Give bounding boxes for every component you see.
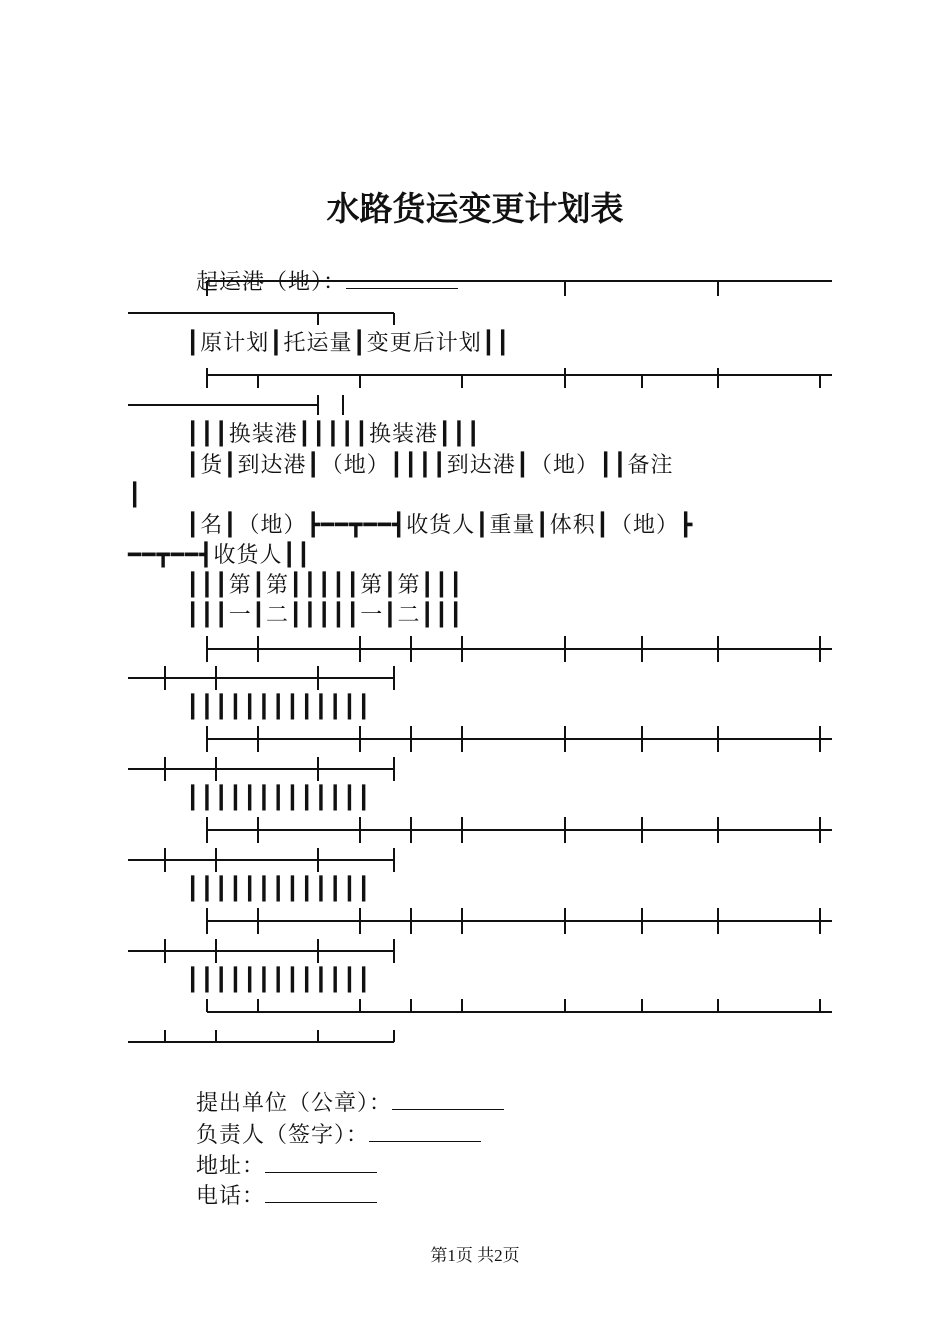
row-separator-3-wrap	[128, 848, 394, 872]
table-top-border-wrap	[128, 313, 394, 325]
table-subheader-row-2: ┃货┃到达港┃（地）┃┃┃┃到达港┃（地）┃┃备注	[186, 453, 674, 478]
submitting-unit-label: 提出单位（公章）：	[196, 1091, 393, 1116]
phone-label: 电话：	[196, 1184, 266, 1209]
table-bottom-border	[207, 999, 832, 1012]
address-label: 地址：	[196, 1154, 266, 1179]
table-subheader-row-3-wrap: ━━┳━━┫收货人┃┃	[128, 543, 311, 568]
table-subheader-row-1: ┃┃┃换装港┃┃┃┃┃换装港┃┃┃	[186, 422, 481, 447]
table-subheader-row-2-wrap: ┃	[128, 483, 143, 508]
table-top-border	[207, 281, 832, 296]
table-data-row-3: ┃┃┃┃┃┃┃┃┃┃┃┃┃	[186, 877, 372, 902]
table-subheader-row-3: ┃名┃（地）┣━━┳━━┫收货人┃重量┃体积┃（地）┣	[186, 513, 694, 538]
table-bottom-border-wrap	[128, 1030, 394, 1042]
table-header-row: ┃原计划┃托运量┃变更后计划┃┃	[186, 331, 511, 356]
table-data-row-4: ┃┃┃┃┃┃┃┃┃┃┃┃┃	[186, 968, 372, 993]
table-subheader-row-4: ┃┃┃第┃第┃┃┃┃┃第┃第┃┃┃	[186, 573, 464, 598]
table-data-row-2: ┃┃┃┃┃┃┃┃┃┃┃┃┃	[186, 786, 372, 811]
row-separator-4	[207, 908, 832, 934]
person-in-charge-label: 负责人（签字）：	[196, 1123, 370, 1148]
table-data-row-1: ┃┃┃┃┃┃┃┃┃┃┃┃┃	[186, 695, 372, 720]
row-separator-1-wrap	[128, 666, 394, 690]
origin-port-label: 起运港（地）：	[196, 270, 347, 295]
person-in-charge-blank[interactable]	[369, 1121, 481, 1142]
row-separator-4-wrap	[128, 939, 394, 963]
page-number: 第1页 共2页	[430, 1246, 520, 1265]
header-separator	[207, 368, 832, 388]
row-separator-2	[207, 726, 832, 752]
row-separator-2-wrap	[128, 757, 394, 781]
phone-blank[interactable]	[265, 1182, 377, 1203]
table-subheader-row-5: ┃┃┃一┃二┃┃┃┃┃一┃二┃┃┃	[186, 603, 464, 628]
row-separator-3	[207, 817, 832, 843]
row-separator-1	[207, 636, 832, 662]
page-title: 水路货运变更计划表	[326, 189, 624, 228]
header-separator-wrap	[128, 395, 343, 415]
phone-field	[180, 1152, 377, 1212]
